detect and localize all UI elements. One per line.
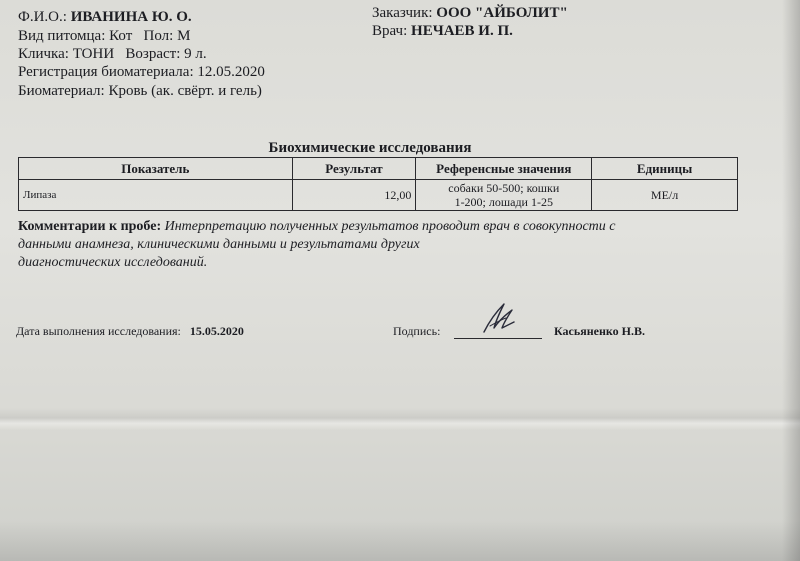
- registration-value: 12.05.2020: [197, 64, 265, 80]
- indicator-cell: Липаза: [19, 180, 293, 211]
- paper-bottom-shadow: [0, 521, 800, 561]
- date-line: [16, 324, 244, 339]
- table-row: [19, 180, 738, 211]
- paper-edge-shadow: [782, 0, 800, 561]
- comment-line-3: диагностических исследований.: [18, 255, 208, 270]
- age-label: Возраст:: [125, 46, 181, 62]
- fio-label: Ф.И.О.:: [18, 9, 67, 25]
- fio-line: [18, 8, 192, 26]
- registration-label: Регистрация биоматериала:: [18, 64, 194, 80]
- biomaterial-label: Биоматериал:: [18, 83, 105, 99]
- species-line: [18, 27, 190, 45]
- comment-line-1: Интерпретацию полученных результатов проводит врач в совокупности с: [164, 219, 616, 234]
- reference-line-2: 1-200; лошади 1-25: [454, 195, 553, 209]
- doctor-label: Врач:: [372, 23, 408, 39]
- sample-comment: [18, 218, 738, 272]
- age-value: 9 л.: [184, 46, 207, 62]
- pet-name-label: Кличка:: [18, 46, 69, 62]
- biomaterial-value: Кровь (ак. свёрт. и гель): [108, 83, 262, 99]
- table-header-row: [19, 158, 738, 180]
- comment-line-2: данными анамнеза, клиническими данными и результатами других: [18, 237, 420, 252]
- date-value: 15.05.2020: [189, 324, 244, 338]
- doctor-value: НЕЧАЕВ И. П.: [411, 23, 513, 39]
- sex-value: М: [177, 28, 191, 44]
- date-label: Дата выполнения исследования:: [16, 324, 181, 338]
- pet-name-value: ТОНИ: [72, 46, 115, 62]
- reference-line-1: собаки 50-500; кошки: [448, 181, 560, 195]
- handwritten-signature: [478, 296, 520, 338]
- comment-label: Комментарии к пробе:: [18, 219, 162, 234]
- reference-cell: [416, 180, 592, 211]
- pet-name-line: [18, 45, 207, 63]
- signer-name: Касьяненко Н.В.: [554, 324, 645, 338]
- result-cell: 12,00: [292, 180, 416, 211]
- species-label: Вид питомца:: [18, 28, 106, 44]
- units-cell: МЕ/л: [592, 180, 738, 211]
- header-result: Результат: [292, 158, 416, 180]
- signature-line: [454, 338, 542, 339]
- signature-label: Подпись:: [393, 324, 441, 338]
- header-indicator: Показатель: [19, 158, 293, 180]
- customer-label: Заказчик:: [372, 5, 433, 21]
- biomaterial-line: [18, 82, 262, 100]
- customer-line: [372, 4, 568, 22]
- section-title: Биохимические исследования: [268, 140, 472, 156]
- sex-label: Пол:: [143, 28, 174, 44]
- header-units: Единицы: [592, 158, 738, 180]
- fio-value: ИВАНИНА Ю. О.: [70, 9, 192, 25]
- paper-fold: [0, 408, 800, 430]
- customer-value: ООО "АЙБОЛИТ": [436, 5, 568, 21]
- header-reference: Референсные значения: [416, 158, 592, 180]
- registration-line: [18, 63, 265, 81]
- results-table: [18, 157, 738, 211]
- doctor-line: [372, 22, 513, 40]
- species-value: Кот: [109, 28, 133, 44]
